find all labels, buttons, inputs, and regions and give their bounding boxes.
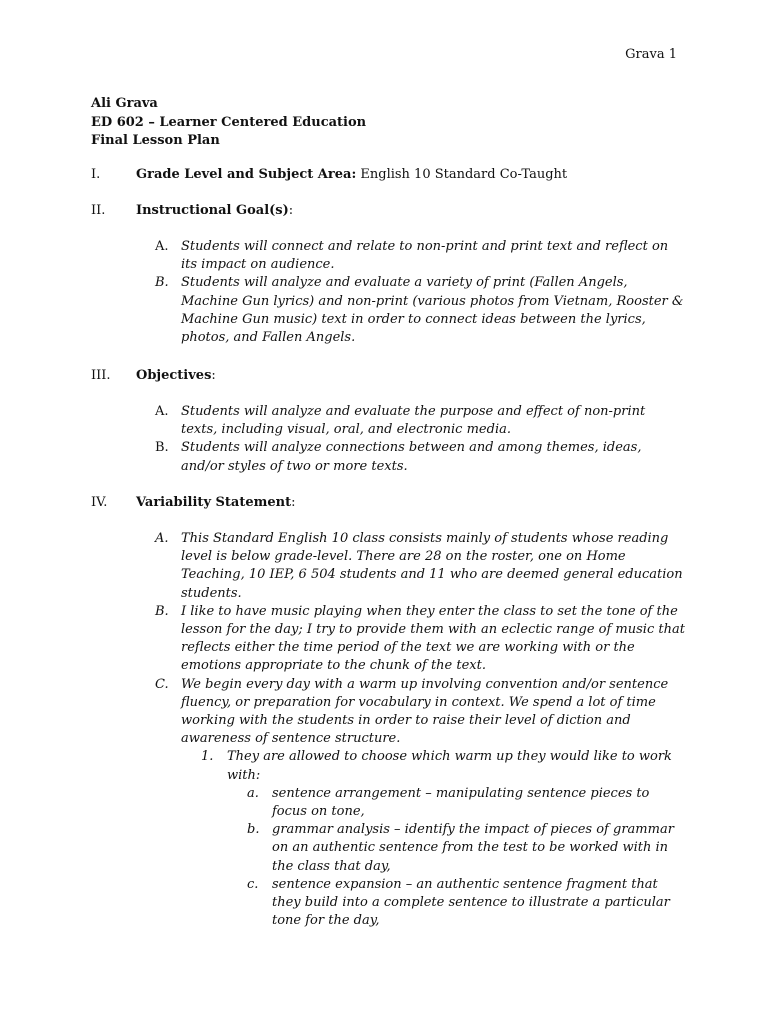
section-title: Instructional Goal(s): xyxy=(136,203,294,218)
section-number: II. xyxy=(91,203,106,218)
section-title: Grade Level and Subject Area: English 10 Standard Co-Taught xyxy=(136,167,568,182)
section-value: English 10 Standard Co-Taught xyxy=(356,167,568,182)
list-marker: 1. xyxy=(201,749,214,765)
list-item-text: Students will analyze and evaluate the purpose and effect of non-print texts, including visual, oral, and electronic media. xyxy=(181,404,646,438)
list-item xyxy=(155,821,685,876)
list-item xyxy=(155,785,685,821)
list-marker: a. xyxy=(247,785,259,801)
list-item-text: I like to have music playing when they enter the class to set the tone of the lesson for the day; I try to provide them with an eclectic range of music that reflects either the time period of the text we are working with or the emotions appropriate to the chunk of the text. xyxy=(181,603,685,674)
variability-list xyxy=(155,530,685,930)
list-item-text: Students will analyze connections between and among themes, ideas, and/or styles of two or more texts. xyxy=(181,440,642,474)
list-item xyxy=(155,238,685,274)
list-marker: A. xyxy=(155,404,169,419)
list-item xyxy=(155,274,685,347)
section-number: IV. xyxy=(91,495,108,510)
list-item xyxy=(155,439,685,475)
list-item-text: Students will analyze and evaluate a variety of print (Fallen Angels, Machine Gun lyrics) and non-print (various photos from Vietnam, Rooster & Machine Gun music) text in order to connect ideas between the lyrics, photos, and Fallen Angels. xyxy=(181,275,684,346)
author-block xyxy=(91,95,366,151)
list-item xyxy=(155,603,685,676)
list-marker: B. xyxy=(155,603,169,619)
section-number: III. xyxy=(91,368,111,383)
course-title: ED 602 – Learner Centered Education xyxy=(91,114,367,130)
list-item-text: sentence expansion – an authentic sentence fragment that they build into a complete sentence to illustrate a particular tone for the day, xyxy=(272,876,670,929)
goals-list xyxy=(155,238,685,347)
list-marker: C. xyxy=(155,676,169,692)
list-marker: b. xyxy=(247,822,260,838)
list-marker: A. xyxy=(155,239,169,254)
list-item-text: They are allowed to choose which warm up they would like to work with: xyxy=(227,749,672,783)
list-item xyxy=(155,876,685,931)
list-item-text: sentence arrangement – manipulating sentence pieces to focus on tone, xyxy=(272,785,650,820)
author-name: Ali Grava xyxy=(91,96,158,111)
section-number: I. xyxy=(91,167,101,182)
list-item xyxy=(155,530,685,603)
list-marker: A. xyxy=(155,531,169,546)
list-item-text: grammar analysis – identify the impact of pieces of grammar on an authentic sentence from the test to be worked with in the class that day, xyxy=(272,822,674,874)
list-marker: B. xyxy=(155,440,169,456)
list-item-text: We begin every day with a warm up involving convention and/or sentence fluency, or preparation for vocabulary in context. We spend a lot of time working with the students in order to raise their level of diction and awareness of sentence structure. xyxy=(181,676,669,747)
section-title: Variability Statement: xyxy=(136,495,296,510)
list-item xyxy=(155,748,685,784)
list-marker: B. xyxy=(155,275,169,291)
list-marker: c. xyxy=(247,876,259,892)
list-item-text: This Standard English 10 class consists mainly of students whose reading level is below grade-level. There are 28 on the roster, one on Home Teaching, 10 IEP, 6 504 students and 11 who are deemed general education students. xyxy=(181,531,683,601)
page-header: Grava 1 xyxy=(625,47,677,62)
document-title: Final Lesson Plan xyxy=(91,133,220,148)
list-item xyxy=(155,403,685,439)
list-item xyxy=(155,676,685,749)
section-title: Objectives: xyxy=(136,368,216,383)
objectives-list xyxy=(155,403,685,476)
list-item-text: Students will connect and relate to non-print and print text and reflect on its impact on audience. xyxy=(181,239,669,273)
